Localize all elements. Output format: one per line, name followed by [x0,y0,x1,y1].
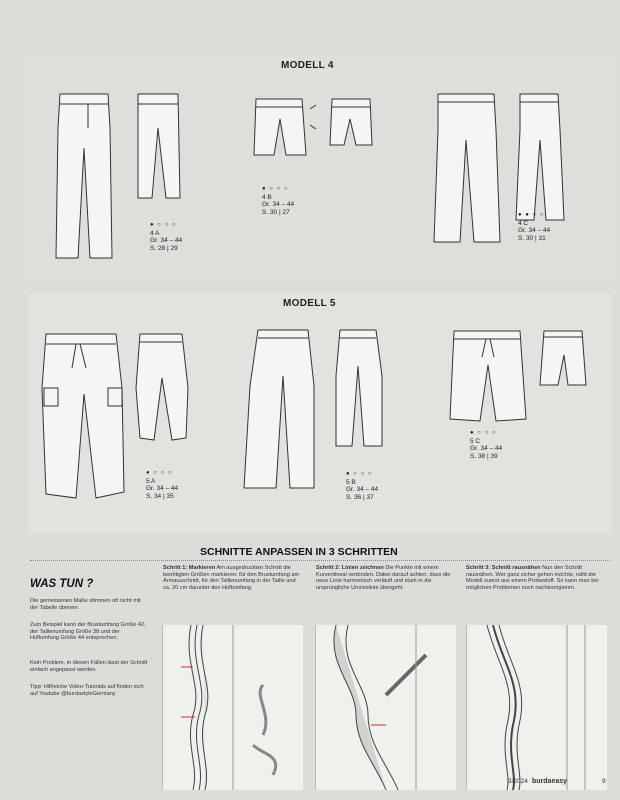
tip-text: Tipp: Hilfreiche Video-Tutorials auf finden sich auf Youtube @burdastyleGermany [30,684,144,697]
caption-5c: ● ○ ○ ○ 5 C Gr. 34 – 44 S. 38 | 39 [470,430,503,460]
caption-4b: ● ○ ○ ○ 4 B Gr. 34 – 44 S. 30 | 27 [262,186,295,216]
modell-4-title: MODELL 4 [281,60,334,71]
modell-5-title: MODELL 5 [283,298,336,309]
step-1-text: Schritt 1: Markieren Am ausgedruckten Schnitt die benötigten Größen markieren: für den Brustumfang am Armausschnitt, für den Taillenumfang in der Taille und ca. 20 cm darunter den Hüftumfang. [163,565,300,591]
step-3-text: Schritt 3: Schnitt rausnähen Nun den Schnitt rausnähen. Wer ganz sicher gehen möchte, näht die Modell zuerst aus einem Probestoff. So kann man bei möglichen Problemen noch nachkorrigieren. [466,565,599,591]
caption-4a: ● ○ ○ ○ 4 A Gr. 34 – 44 S. 28 | 29 [150,222,183,252]
issue-number: 3/2024 [508,778,528,785]
page-number: 9 [602,778,606,785]
intro-text: Die gemessenen Maße stimmen oft nicht mit der Tabelle überein. [30,598,141,611]
steps-title: SCHNITTE ANPASSEN IN 3 SCHRITTEN [200,546,398,558]
step-1-illustration [162,625,303,790]
problem-text: Kein Problem, in diesen Fällen lässt der Schnitt einfach angepasst werden. [30,660,148,673]
step-3-illustration [466,625,607,790]
step-2-illustration [315,625,456,790]
caption-4c: ● ● ○ ○ 4 C Gr. 34 – 44 S. 30 | 31 [518,212,551,242]
caption-5b: ● ○ ○ ○ 5 B Gr. 34 – 44 S. 36 | 37 [346,471,379,501]
brand-logo: burdaeasy [532,778,568,785]
step-2-text: Schritt 2: Linien zeichnen Die Punkte mit einem Kurvenlineal verbinden. Dabei darauf achten, dass die neue Linie harmonisch verläuft und stark in die ursprüngliche Umrisslinie übergeht. [316,565,451,591]
caption-5a: ● ○ ○ ○ 5 A Gr. 34 – 44 S. 34 | 35 [146,470,179,500]
was-tun-heading: WAS TUN ? [30,578,94,590]
example-text: Zum Beispiel kann der Brustumfang Größe 42, der Taillenumfang Größe 38 und der Hüftumfang Größe 44 entsprechen. [30,622,146,642]
